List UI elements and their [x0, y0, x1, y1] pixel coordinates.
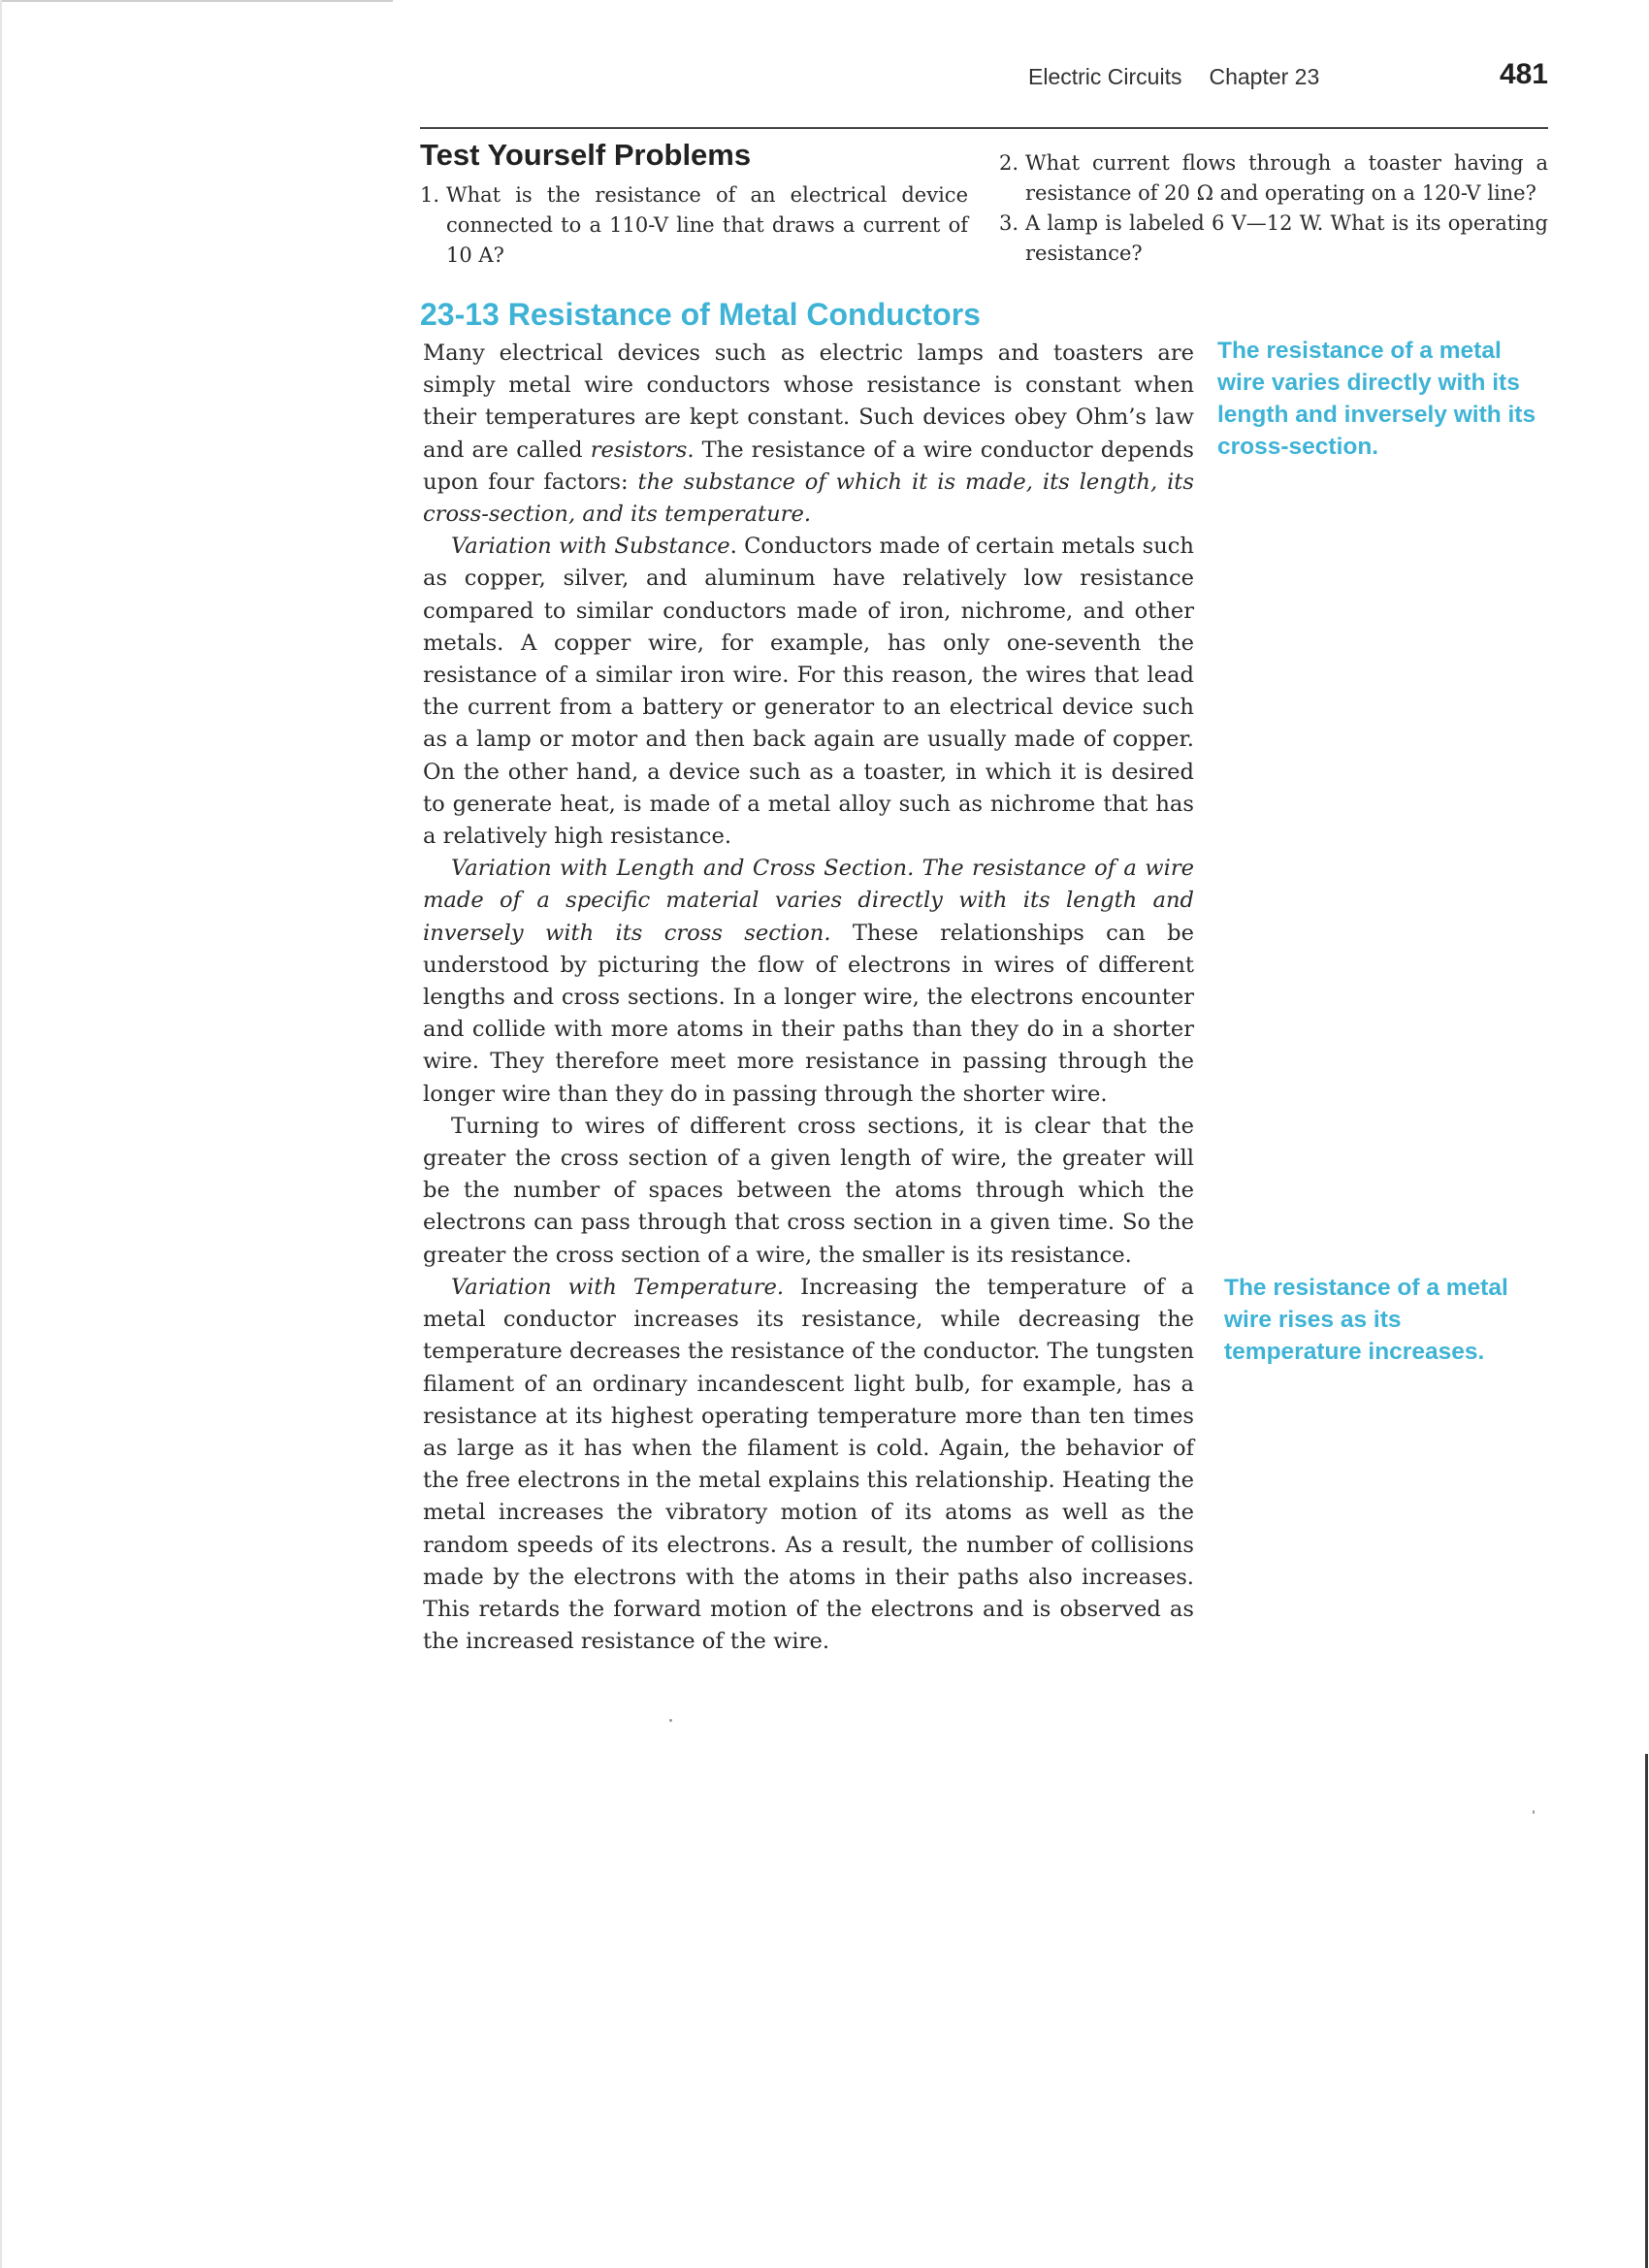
- running-title: Electric Circuits: [1028, 64, 1182, 89]
- text-run: These relationships can be understood by picturing the flow of electrons in wires of different lengths and cross sections. In a longer wire, the electrons encounter and collide with more atoms in their paths than they do in a shorter wire. They therefore meet more resistance in passing through the longer wire than they do in passing through the shorter wire.: [423, 920, 1195, 1107]
- paragraph-intro: [423, 338, 1194, 531]
- scan-edge-top: [0, 0, 393, 2]
- scan-speck: [669, 1719, 672, 1722]
- problems-column-right: [999, 148, 1548, 269]
- paragraph-lead: Variation with Temperature.: [451, 1274, 785, 1300]
- text-run: . Conductors made of certain metals such as copper, silver, and aluminum have relatively low resistance compared to similar conductors made of iron, nichrome, and other metals. A copper wire, for example, has only one-seventh the resistance of a similar iron wire. For this reason, the wires that lead the current from a battery or generator to an electrical device such as a lamp or motor and then back again are usually made of copper. On the other hand, a device such as a toaster, in which it is desired to generate heat, is made of a metal alloy such as nichrome that has a relatively high resistance.: [423, 534, 1194, 850]
- problem-2: [999, 148, 1548, 209]
- test-yourself-title: Test Yourself Problems: [420, 138, 752, 172]
- paragraph-temperature: [423, 1272, 1194, 1658]
- problems-column-left: [420, 180, 968, 271]
- scan-edge-right: [1645, 1754, 1648, 2268]
- running-head: [1028, 64, 1571, 90]
- margin-note-length: The resistance of a metal wire varies directly with its length and inversely with its cross-section.: [1217, 338, 1536, 460]
- problem-number: 2.: [999, 151, 1019, 175]
- problem-3: [999, 209, 1548, 269]
- paragraph-length: [423, 853, 1194, 1111]
- margin-note-temperature: The resistance of a metal wire rises as its temperature increases.: [1224, 1275, 1508, 1365]
- scan-edge-left: [0, 0, 2, 2268]
- paragraph-cross-section: Turning to wires of different cross sections, it is clear that the greater the cross section of a given length of wire, the greater will be the number of spaces between the atoms through which the electrons can pass through that cross section in a given time. So the greater the cross section of a wire, the smaller is its resistance.: [423, 1113, 1194, 1268]
- emphasis-run: the substance of which it is made, its length, its cross-section, and its temperature.: [423, 469, 1194, 528]
- problem-number: 1.: [420, 183, 440, 207]
- chapter-label: Chapter 23: [1209, 64, 1320, 89]
- problem-text: What current flows through a toaster having a resistance of 20 Ω and operating on a 120-V line?: [1025, 151, 1548, 205]
- header-rule: [420, 127, 1548, 129]
- paragraph-lead: Variation with Length and Cross Section. The resistance of a wire made of a specific material varies directly with its length and inversely with its cross section.: [423, 856, 1194, 946]
- problem-text: A lamp is labeled 6 V—12 W. What is its operating resistance?: [1025, 211, 1548, 265]
- scan-speck: [1533, 1810, 1535, 1814]
- page-number: 481: [1499, 58, 1548, 90]
- paragraph-substance: [423, 531, 1194, 853]
- section-body: [423, 338, 1194, 1658]
- text-run: . The resistance of a wire conductor depends upon four factors:: [423, 437, 1194, 495]
- problem-text: What is the resistance of an electrical device connected to a 110-V line that draws a current of 10 A?: [446, 183, 968, 267]
- paragraph-lead: Variation with Substance: [451, 534, 730, 560]
- text-run: Increasing the temperature of a metal conductor increases its resistance, while decreasing the temperature decreases the resistance of the conductor. The tungsten filament of an ordinary incandescent light bulb, for example, has a resistance at its highest operating temperature more than ten times as large as it has when the filament is cold. Again, the behavior of the free electrons in the metal explains this relationship. Heating the metal increases the vibratory motion of its atoms as well as the random speeds of its electrons. As a result, the number of collisions made by the electrons with the atoms in their paths also increases. This retards the forward motion of the electrons and is observed as the increased resistance of the wire.: [423, 1274, 1194, 1655]
- problem-number: 3.: [999, 211, 1019, 235]
- problem-1: [420, 180, 968, 271]
- term-resistors: resistors: [590, 437, 688, 463]
- text-run: Many electrical devices such as electric lamps and toasters are simply metal wire conductors whose resistance is constant when their temperatures are kept constant. Such devices obey Ohm’s law and are called: [423, 340, 1194, 463]
- section-heading: 23-13 Resistance of Metal Conductors: [420, 297, 981, 332]
